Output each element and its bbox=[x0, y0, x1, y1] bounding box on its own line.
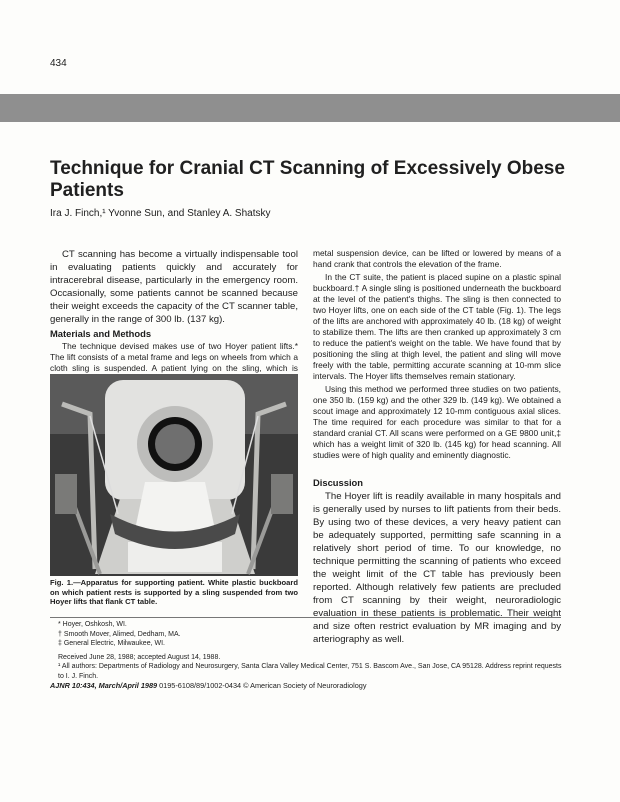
results-paragraph: Using this method we performed three studies on two patients, one 350 lb. (159 kg) and the other 329 lb. (149 kg). We obtained a scout image and approximately 12 10-mm contiguous axial slices. The time required for each procedure was similar to that for a standard cranial CT. All scans were performed on a GE 9800 unit,‡ which has a weight limit of 320 lb. (145 kg) for head scanning. All studies were of high quality and eminently diagnostic. bbox=[313, 384, 561, 460]
intro-paragraph: CT scanning has become a virtually indispensable tool in evaluating patients quickly and accurately for intracerebral disease, particularly in the emergency room. Occasionally, some patients cannot be scanned because their weight exceeds the capacity of the CT scanner table, generally in the range of 300 lb. (137 kg). bbox=[50, 249, 298, 325]
discussion-heading: Discussion bbox=[313, 477, 364, 488]
page-number: 434 bbox=[50, 58, 67, 69]
procedure-paragraph: In the CT suite, the patient is placed supine on a plastic spinal buckboard.† A single sling is positioned underneath the buckboard at the level of the patient's thighs. The sling is then connected to two Hoyer lifts, one on each side of the CT table (Fig. 1). The legs of the lifts are anchored with approximately 40 lb. (18 kg) of weight to stabilize them. The lifts are then cranked up approximately 3 cm to reduce the patient's weight on the table. We have found that by positioning the sling at thigh level, the patient and sling will move freely with the table, permitting accurate scanning at 10-mm slice intervals. The Hoyer lifts themselves remain stationary. bbox=[313, 272, 561, 381]
footnote-smooth-mover: † Smooth Mover, Alimed, Dedham, MA. bbox=[58, 630, 181, 638]
article-title: Technique for Cranial CT Scanning of Excessively Obese Patients bbox=[50, 158, 565, 201]
author-affiliation: ¹ All authors: Departments of Radiology and Neurosurgery, Santa Clara Valley Medical Center, 751 S. Bascom Ave., San Jose, CA 95128. Address reprint requests to I. J. Finch. bbox=[58, 663, 562, 680]
ct-lift-apparatus-illustration bbox=[50, 374, 298, 576]
footnote-hoyer: * Hoyer, Oshkosh, WI. bbox=[58, 621, 127, 628]
footnotes bbox=[50, 620, 562, 681]
journal-citation bbox=[50, 681, 562, 690]
methods-paragraph: The technique devised makes use of two Hoyer patient lifts.* The lift consists of a metal frame and legs on wheels from which a cloth sling is suspended. A patient lying on the sling, which is bbox=[50, 341, 298, 373]
discussion-paragraph: The Hoyer lift is readily available in many hospitals and is generally used by nurses to lift patients from their beds. By using two of these devices, a very heavy patient can be adequately supported, permitting safe scanning in a relatively short period of time. To our knowledge, no technique permitting the scanning of patients who exceed the weight limit of the CT table has previously been reported. Although relatively few patients are precluded from CT scanning by their weight, neuroradiologic evaluation in these patients is problematic. Their weight and size often restrict evaluation by MR imaging and by arteriography as well. bbox=[313, 491, 561, 645]
footnote-general-electric: ‡ General Electric, Milwaukee, WI. bbox=[58, 640, 165, 647]
citation-journal: AJNR 10:434, March/April 1989 bbox=[50, 681, 158, 690]
methods-continued-paragraph: metal suspension device, can be lifted or lowered by means of a hand crank that controls the elevation of the frame. bbox=[313, 248, 561, 269]
left-column bbox=[50, 248, 298, 387]
author-list: Ira J. Finch,¹ Yvonne Sun, and Stanley A. Shatsky bbox=[50, 208, 271, 219]
citation-details: 0195-6108/89/1002-0434 © American Society of Neuroradiology bbox=[157, 681, 367, 690]
figure-caption: Fig. 1.—Apparatus for supporting patient. White plastic buckboard on which patient rests is supported by a sling suspended from two Hoyer lifts that flank CT table. bbox=[50, 578, 298, 606]
right-column bbox=[313, 248, 561, 648]
methods-heading: Materials and Methods bbox=[50, 328, 152, 339]
header-band bbox=[0, 94, 620, 122]
footnote-divider bbox=[50, 617, 561, 618]
received-date: Received June 28, 1988; accepted August 14, 1988. bbox=[58, 653, 221, 661]
figure-photo bbox=[50, 374, 298, 576]
